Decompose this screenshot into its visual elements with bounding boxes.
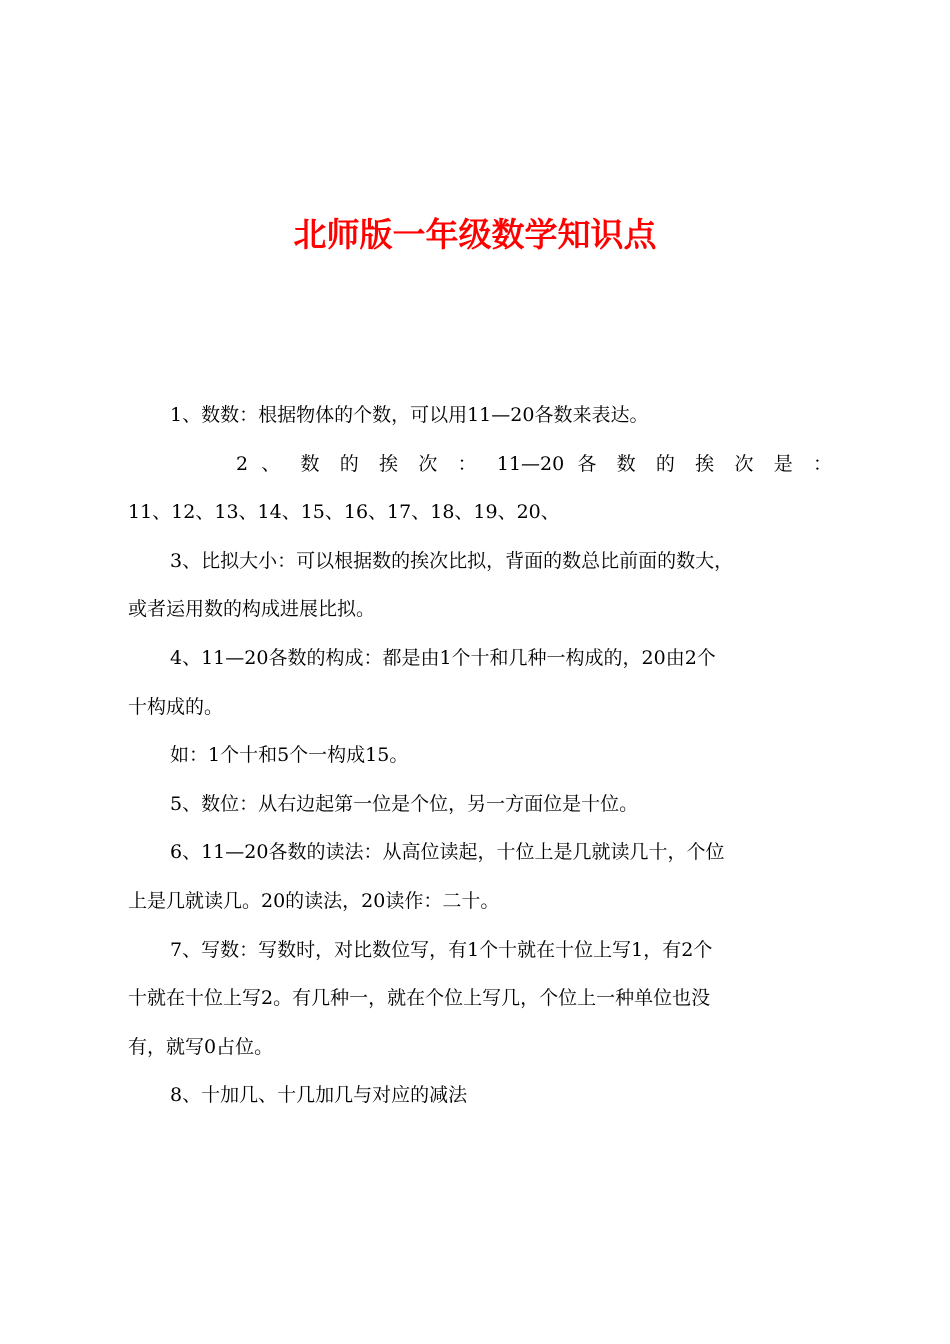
paragraph-composition-line-2: 十构成的。 bbox=[128, 695, 224, 718]
paragraph-order-line-1: 2 、 数 的 挨 次 ： 11—20 各 数 的 挨 次 是 ： bbox=[236, 452, 832, 475]
paragraph-example: 如：1个十和5个一构成15。 bbox=[170, 744, 409, 767]
document-title: 北师版一年级数学知识点 bbox=[293, 215, 657, 254]
document-body bbox=[128, 391, 832, 1120]
paragraph-writing-line-2: 十就在十位上写2。有几种一，就在个位上写几，个位上一种单位也没 bbox=[128, 987, 711, 1010]
paragraph-composition-line-1: 4、11—20各数的构成：都是由1个十和几种一构成的，20由2个 bbox=[170, 646, 716, 669]
paragraph-compare-line-1: 3、比拟大小：可以根据数的挨次比拟，背面的数总比前面的数大， bbox=[170, 549, 734, 572]
paragraph-writing-line-3: 有，就写0占位。 bbox=[128, 1035, 274, 1058]
paragraph-order-line-2: 11、12、13、14、15、16、17、18、19、20、 bbox=[128, 501, 560, 524]
paragraph-place-value: 5、数位：从右边起第一位是个位，另一方面位是十位。 bbox=[170, 792, 639, 815]
paragraph-addition-subtraction: 8、十加几、十几加几与对应的减法 bbox=[170, 1084, 468, 1107]
paragraph-compare-line-2: 或者运用数的构成进展比拟。 bbox=[128, 598, 376, 621]
paragraph-reading-line-1: 6、11—20各数的读法：从高位读起，十位上是几就读几十，个位 bbox=[170, 841, 725, 864]
paragraph-counting: 1、数数：根据物体的个数，可以用11—20各数来表达。 bbox=[170, 404, 649, 426]
paragraph-writing-line-1: 7、写数：写数时，对比数位写，有1个十就在十位上写1，有2个 bbox=[170, 938, 713, 961]
paragraph-reading-line-2: 上是几就读几。20的读法，20读作：二十。 bbox=[128, 889, 500, 912]
